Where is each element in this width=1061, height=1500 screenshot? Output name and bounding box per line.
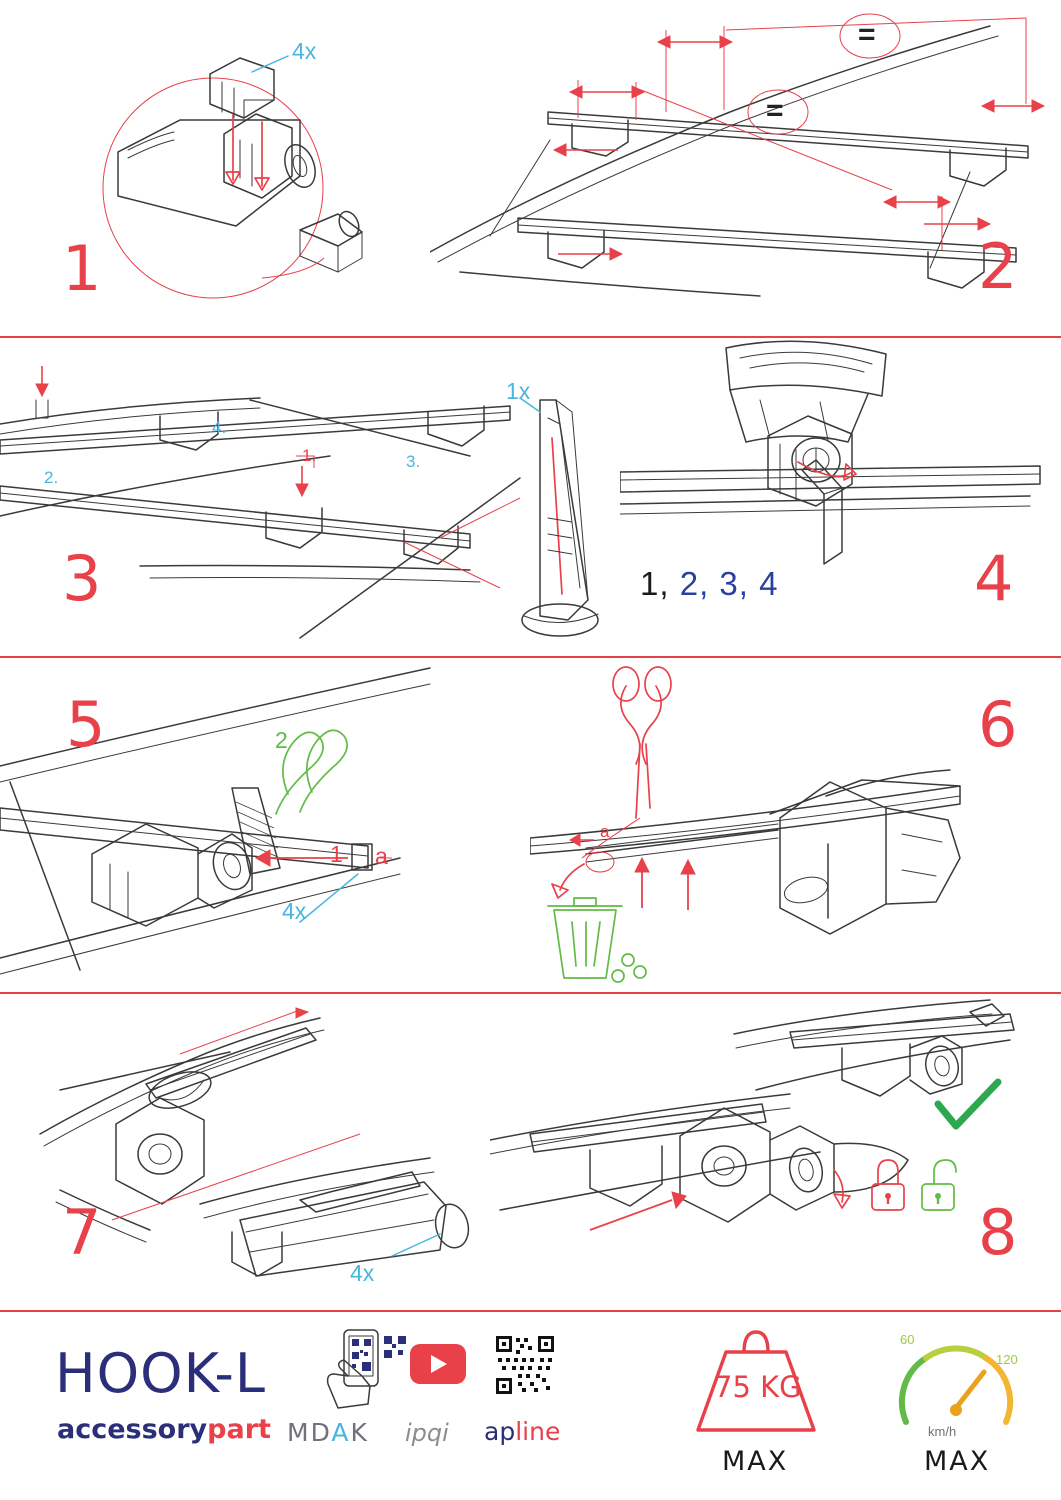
partner-mdak xyxy=(287,1418,369,1447)
equal-sign-2: = xyxy=(766,94,784,127)
step-number-5: 5 xyxy=(66,688,106,761)
step3-label-3: 3. xyxy=(406,452,421,471)
equal-sign-1: = xyxy=(858,18,876,51)
qr-phone-icon xyxy=(318,1328,414,1412)
step-number-1: 1 xyxy=(62,232,102,305)
step-number-4: 4 xyxy=(974,542,1014,615)
step-number-6: 6 xyxy=(978,688,1018,761)
mdak-pre: MD xyxy=(287,1418,332,1447)
brand-sub-left: accessory xyxy=(57,1414,208,1445)
step3-label-1: 1. xyxy=(302,446,317,465)
brand-subtitle xyxy=(57,1414,271,1445)
seq-2: 2 xyxy=(679,565,700,602)
speed-unit: km/h xyxy=(928,1424,957,1439)
mdak-accent: A xyxy=(331,1418,351,1447)
speed-max-label: MAX xyxy=(924,1446,991,1477)
step4-sequence: 1, 2, 3, 4 xyxy=(640,565,779,602)
step5-label-a: a xyxy=(375,843,388,869)
step-8-illustration xyxy=(490,994,1061,1310)
step-number-3: 3 xyxy=(62,542,102,615)
step-number-2: 2 xyxy=(978,230,1018,303)
step5-qty-label: 4x xyxy=(282,898,307,924)
seq-4: 4 xyxy=(759,565,779,602)
brand-title: HOOK-L xyxy=(55,1342,266,1405)
seq-3: 3 xyxy=(719,565,739,602)
step3-label-2: 2. xyxy=(44,468,59,487)
step6-label-a: a xyxy=(600,822,610,841)
speed-min-tick: 60 xyxy=(900,1332,915,1347)
apline-accent: line xyxy=(515,1417,561,1446)
step-number-8: 8 xyxy=(978,1196,1018,1269)
step5-label-2: 2 xyxy=(275,727,288,753)
speed-max-tick: 120 xyxy=(996,1352,1018,1367)
apline-pre: ap xyxy=(484,1417,516,1446)
weight-value: 75 KG xyxy=(714,1370,802,1404)
step-2-illustration xyxy=(430,0,1061,336)
qr-code-icon xyxy=(494,1334,556,1396)
youtube-icon[interactable] xyxy=(410,1344,466,1384)
step1-qty-label: 4x xyxy=(292,38,317,64)
step7-qty-label: 4x xyxy=(350,1260,375,1286)
mdak-post: K xyxy=(350,1418,369,1447)
step3-label-4: 4. xyxy=(212,418,227,437)
partner-apline xyxy=(484,1417,560,1446)
weight-max-label: MAX xyxy=(722,1446,789,1477)
step-number-7: 7 xyxy=(62,1196,102,1269)
step5-label-1: 1 xyxy=(330,841,343,867)
partner-ipqi: ipqi xyxy=(405,1419,449,1447)
brand-sub-right: part xyxy=(207,1414,271,1445)
step3-qty-label: 1x xyxy=(506,378,531,404)
footer xyxy=(0,1312,1061,1500)
